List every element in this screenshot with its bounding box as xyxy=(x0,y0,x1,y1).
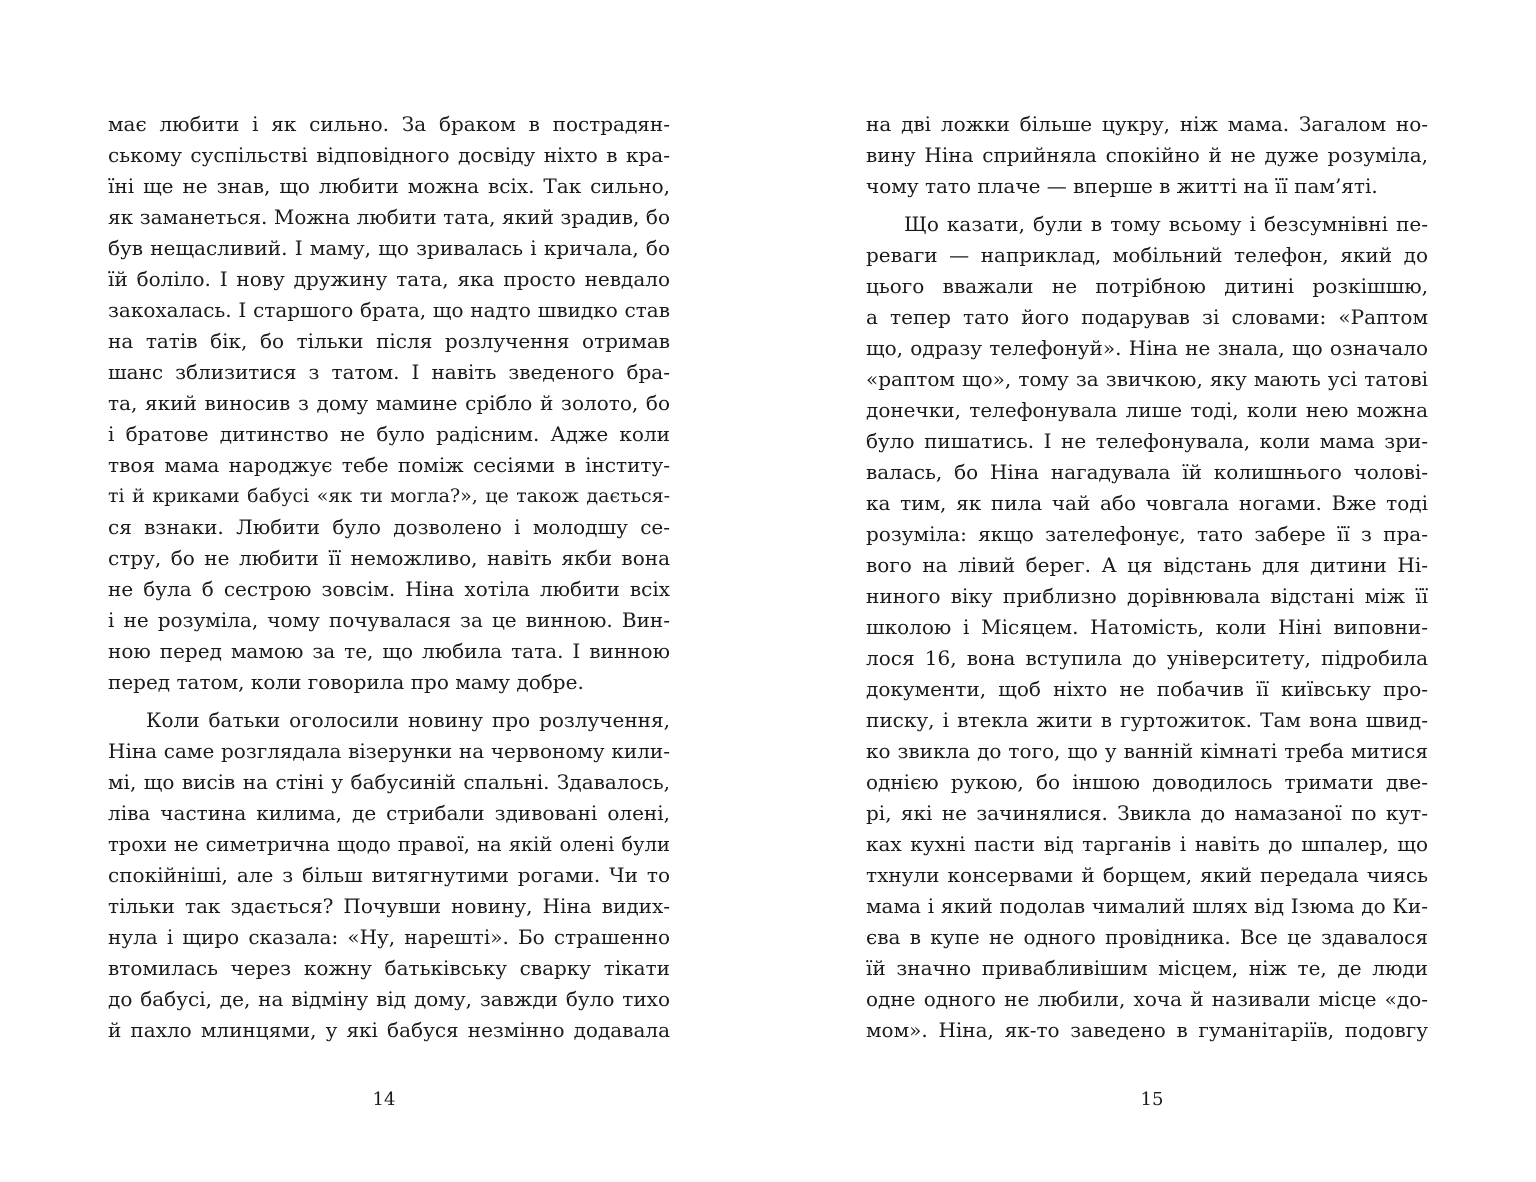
text-line: ліва частина килима, де стрибали здивовані олені, xyxy=(108,801,670,825)
text-line: одне одного не любили, хоча й називали місце «до- xyxy=(866,987,1428,1011)
text-line: і братове дитинство не було радісним. Адже коли xyxy=(108,422,670,446)
text-line: рі, які не зачинялися. Звикла до намазаної по кут- xyxy=(866,801,1428,825)
text-line: як заманеться. Можна любити тата, який зрадив, бо xyxy=(108,205,670,229)
text-line: Коли батьки оголосили новину про розлучення, xyxy=(146,708,670,732)
text-line: твоя мама народжує тебе поміж сесіями в інститу- xyxy=(108,453,670,477)
paragraph xyxy=(108,705,670,1046)
left-page-text xyxy=(108,109,670,1046)
text-line: валась, бо Ніна нагадувала їй колишнього чолові- xyxy=(866,460,1428,484)
paragraph xyxy=(866,209,1428,1046)
text-line: ко звикла до того, що у ванній кімнаті треба митися xyxy=(866,739,1428,763)
text-line: ті й криками бабусі «як ти могла?», це також дається- xyxy=(108,485,670,507)
text-line: ському суспільстві відповідного досвіду ніхто в кра- xyxy=(108,143,670,167)
text-line: тхнули консервами й борщем, який передала чиясь xyxy=(866,863,1428,887)
text-line: втомилась через кожну батьківську сварку тікати xyxy=(108,956,670,980)
text-line: шанс зблизитися з татом. І навіть зведеного бра- xyxy=(108,360,670,384)
text-line: має любити і як сильно. За браком в пострадян- xyxy=(108,112,670,136)
text-line: було пишатись. І не телефонувала, коли мама зри- xyxy=(866,429,1428,453)
text-line: мом». Ніна, як-то заведено в гуманітаріїв, подовгу xyxy=(866,1018,1428,1042)
text-line: документи, щоб ніхто не побачив її київську про- xyxy=(866,677,1428,701)
text-line: вину Ніна сприйняла спокійно й не дуже розуміла, xyxy=(866,143,1428,167)
right-page-text xyxy=(866,109,1428,1046)
text-line: Що казати, були в тому всьому і безсумнівні пе- xyxy=(904,212,1428,236)
text-line: «раптом що», тому за звичкою, яку мають усі татові xyxy=(866,367,1428,391)
text-line: цього вважали не потрібною дитині розкішшю, xyxy=(866,274,1428,298)
text-line: ка тим, як пила чай або човгала ногами. Вже тоді xyxy=(866,491,1428,515)
text-line: нула і щиро сказала: «Ну, нарешті». Бо страшенно xyxy=(108,925,670,949)
text-line: що, одразу телефонуй». Ніна не знала, що означало xyxy=(866,336,1428,360)
paragraph xyxy=(108,109,670,698)
text-line: їні ще не знав, що любити можна всіх. Так сильно, xyxy=(108,174,670,198)
paragraph-gap xyxy=(866,202,1428,209)
paragraph xyxy=(866,109,1428,202)
text-line: на дві ложки більше цукру, ніж мама. Загалом но- xyxy=(866,112,1428,136)
text-line: однією рукою, бо іншою доводилось тримати две- xyxy=(866,770,1428,794)
text-line: закохалась. І старшого брата, що надто швидко став xyxy=(108,298,670,322)
text-line: трохи не симетрична щодо правої, на якій олені були xyxy=(108,833,670,856)
text-line: ся взнаки. Любити було дозволено і молодшу се- xyxy=(108,515,670,539)
text-line: тільки так здається? Почувши новину, Ніна видих- xyxy=(108,894,670,918)
text-line: мі, що висів на стіні у бабусиній спальні. Здавалось, xyxy=(108,770,670,794)
text-line: ках кухні пасти від тарганів і навіть до шпалер, що xyxy=(866,832,1428,856)
right-page xyxy=(768,0,1536,1182)
text-line: та, який виносив з дому мамине срібло й золото, бо xyxy=(108,391,670,415)
right-page-number: 15 xyxy=(1140,1089,1164,1110)
text-line: перед татом, коли говорила про маму добре. xyxy=(108,670,584,694)
text-line: їй значно привабливішим місцем, ніж те, де люди xyxy=(866,956,1428,980)
text-line: ною перед мамою за те, що любила тата. І винною xyxy=(108,639,670,663)
left-page-number: 14 xyxy=(372,1089,396,1110)
text-line: лося 16, вона вступила до університету, підробила xyxy=(866,646,1428,670)
text-line: до бабусі, де, на відміну від дому, завжди було тихо xyxy=(108,987,670,1011)
text-line: чому тато плаче — вперше в житті на її пам’яті. xyxy=(866,174,1378,198)
text-line: реваги — наприклад, мобільний телефон, який до xyxy=(866,243,1428,267)
text-line: донечки, телефонувала лише тоді, коли нею можна xyxy=(866,398,1428,422)
text-line: не була б сестрою зовсім. Ніна хотіла любити всіх xyxy=(108,577,670,601)
text-line: й пахло млинцями, у які бабуся незмінно додавала xyxy=(108,1018,670,1042)
text-line: їй боліло. І нову дружину тата, яка просто невдало xyxy=(108,267,670,291)
text-line: і не розуміла, чому почувалася за це винною. Вин- xyxy=(108,608,670,632)
text-line: Ніна саме розглядала візерунки на червоному кили- xyxy=(108,739,670,763)
text-line: спокійніші, але з більш витягнутими рогами. Чи то xyxy=(108,863,670,887)
text-line: а тепер тато його подарував зі словами: «Раптом xyxy=(866,305,1428,329)
paragraph-gap xyxy=(108,698,670,705)
text-line: мама і який подолав чималий шлях від Ізюма до Ки- xyxy=(866,894,1428,918)
text-line: ниного віку приблизно дорівнювала відстані між її xyxy=(866,584,1428,608)
text-line: вого на лівий берег. А ця відстань для дитини Ні- xyxy=(866,553,1428,577)
text-line: стру, бо не любити її неможливо, навіть якби вона xyxy=(108,546,670,570)
text-line: школою і Місяцем. Натомість, коли Ніні виповни- xyxy=(866,615,1428,639)
text-line: був нещасливий. І маму, що зривалась і кричала, бо xyxy=(108,236,670,260)
text-line: розуміла: якщо зателефонує, тато забере її з пра- xyxy=(866,522,1428,546)
text-line: на татів бік, бо тільки після розлучення отримав xyxy=(108,329,670,353)
text-line: єва в купе не одного провідника. Все це здавалося xyxy=(866,925,1428,949)
text-line: писку, і втекла жити в гуртожиток. Там вона швид- xyxy=(866,708,1428,732)
